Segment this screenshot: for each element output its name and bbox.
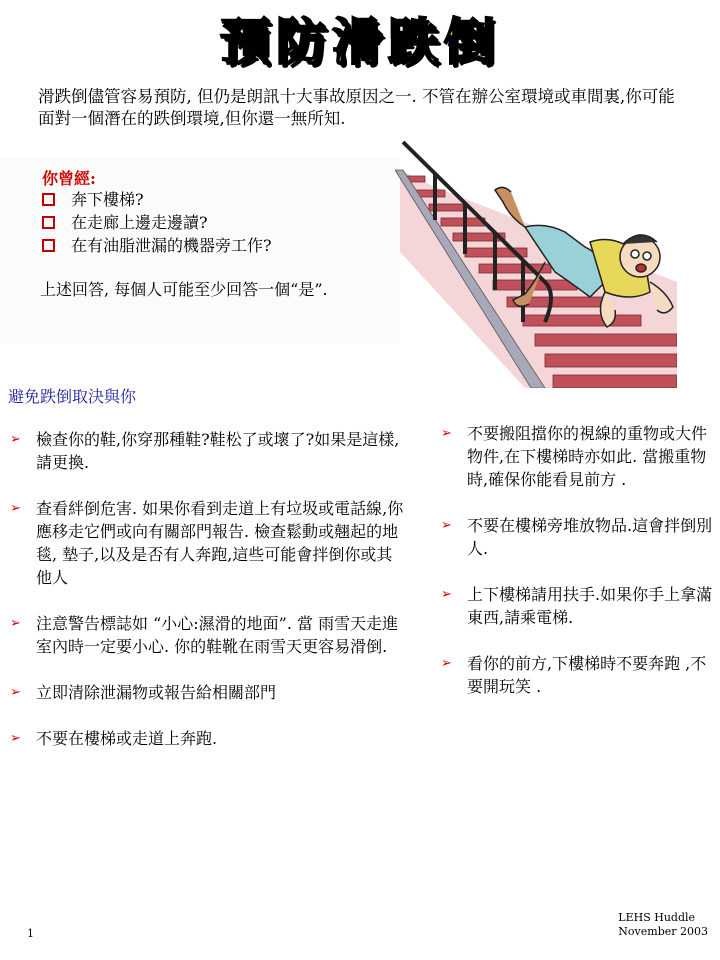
- list-item: ➢ 立即清除泄漏物或報告給相關部門: [10, 683, 277, 702]
- experience-summary: 上述回答, 每個人可能至少回答一個“是”.: [40, 280, 328, 299]
- section-heading: 避免跌倒取決與你: [8, 387, 137, 406]
- checklist-item: 在有油脂泄漏的機器旁工作?: [42, 234, 272, 257]
- experience-checklist: [42, 188, 272, 257]
- intro-paragraph: 滑跌倒儘管容易預防, 但仍是朗訊十大事故原因之一. 不管在辦公室環境或車間裏,你可能面對一個潛在的跌倒環境,但你還一無所知.: [38, 87, 675, 128]
- list-item: ➢ 不要搬阻擋你的視線的重物或大件物件,在下樓梯時亦如此. 當搬重物時,確保你能看見前方 .: [441, 424, 708, 489]
- arrow-bullet-icon: ➢: [10, 731, 21, 746]
- list-item: ➢ 上下樓梯請用扶手.如果你手上拿滿東西,請乘電梯.: [441, 585, 713, 627]
- arrow-bullet-icon: ➢: [441, 587, 452, 602]
- falling-on-stairs-illustration: [395, 132, 677, 388]
- list-item: ➢ 看你的前方,下樓梯時不要奔跑 ,不要開玩笑 .: [441, 654, 707, 696]
- arrow-bullet-icon: ➢: [10, 501, 21, 516]
- checkbox-icon: [42, 216, 55, 229]
- arrow-bullet-icon: ➢: [10, 616, 21, 631]
- page-title: 預防滑跌倒: [220, 13, 500, 71]
- footer-line-2: November 2003: [618, 925, 708, 938]
- arrow-bullet-icon: ➢: [441, 426, 452, 441]
- list-item: ➢ 查看絆倒危害. 如果你看到走道上有垃圾或電話線,你應移走它們或向有關部門報告. 檢查鬆動或翹起的地毯, 墊子,以及是否有人奔跑,這些可能會拌倒你或其他人: [10, 499, 404, 587]
- list-item: ➢ 不要在樓梯旁堆放物品.這會拌倒別人.: [441, 516, 713, 558]
- checklist-item: 奔下樓梯?: [42, 188, 272, 211]
- left-bullet-list: [10, 428, 405, 773]
- arrow-bullet-icon: ➢: [441, 656, 452, 671]
- checkbox-icon: [42, 239, 55, 252]
- experience-heading: 你曾經:: [42, 169, 96, 188]
- list-item: ➢ 注意警告標誌如 “小心:濕滑的地面”. 當 雨雪天走進室內時一定要小心. 你的鞋靴在雨雪天更容易滑倒.: [10, 614, 399, 656]
- footer-line-1: LEHS Huddle: [618, 911, 696, 924]
- list-item: ➢ 檢查你的鞋,你穿那種鞋?鞋松了或壞了?如果是這樣,請更換.: [10, 430, 400, 472]
- checklist-item: 在走廊上邊走邊讀?: [42, 211, 272, 234]
- footer: [618, 911, 708, 939]
- arrow-bullet-icon: ➢: [441, 518, 452, 533]
- right-bullet-list: [441, 422, 716, 721]
- page-number: 1: [27, 927, 34, 940]
- checkbox-icon: [42, 193, 55, 206]
- arrow-bullet-icon: ➢: [10, 685, 21, 700]
- arrow-bullet-icon: ➢: [10, 432, 21, 447]
- list-item: ➢ 不要在樓梯或走道上奔跑.: [10, 729, 218, 748]
